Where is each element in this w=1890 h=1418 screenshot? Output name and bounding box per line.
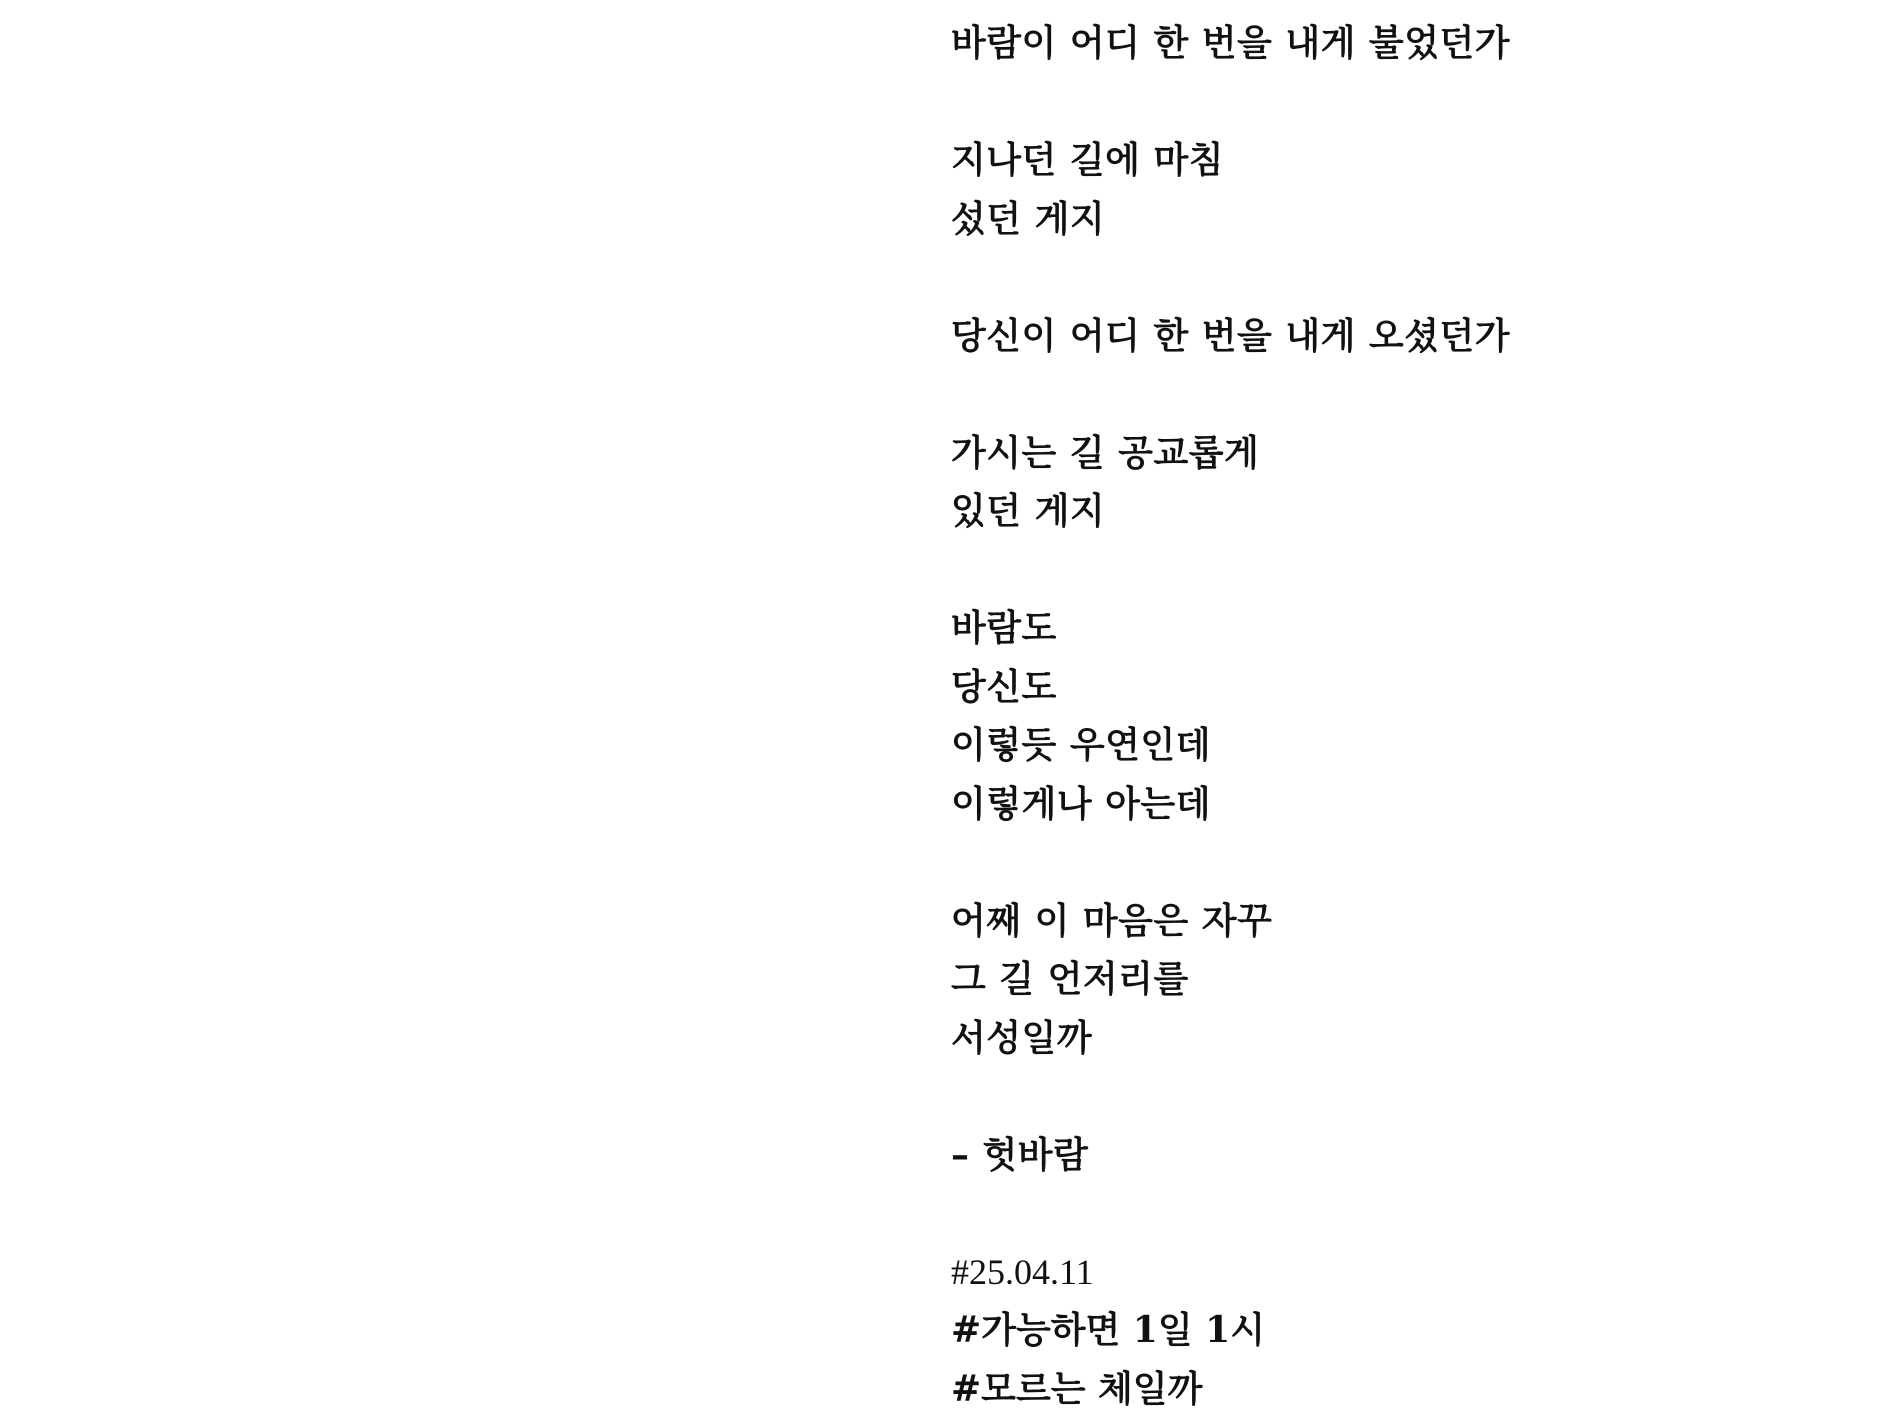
poem-line: 어째 이 마음은 자꾸 [951,892,1851,951]
poem-line: 이렇게나 아는데 [951,775,1851,834]
poem-line: 바람도 [951,599,1851,658]
stanza-break [951,833,1851,892]
hashtag-pretend: #모르는 체일까 [951,1360,1851,1418]
poem-line: 당신도 [951,658,1851,717]
stanza-break [951,1184,1851,1243]
poem-line: 당신이 어디 한 번을 내게 오셨던가 [951,307,1851,366]
poem-line: 지나던 길에 마침 [951,131,1851,190]
stanza-break [951,365,1851,424]
poem-line: 서성일까 [951,1009,1851,1068]
poem-title-signature: – 헛바람 [951,1126,1851,1185]
poem-line: 바람이 어디 한 번을 내게 불었던가 [951,14,1851,73]
poem-line: 섰던 게지 [951,190,1851,249]
stanza-break [951,73,1851,132]
poem-line: 있던 게지 [951,482,1851,541]
poem-line: 그 길 언저리를 [951,950,1851,1009]
poem-line: 가시는 길 공교롭게 [951,424,1851,483]
hashtag-date: #25.04.11 [951,1243,1851,1302]
stanza-break [951,248,1851,307]
poem-line: 이렇듯 우연인데 [951,716,1851,775]
stanza-break [951,541,1851,600]
poem-body [951,14,1851,1418]
hashtag-daily: #가능하면 1일 1시 [951,1301,1851,1360]
stanza-break [951,1067,1851,1126]
